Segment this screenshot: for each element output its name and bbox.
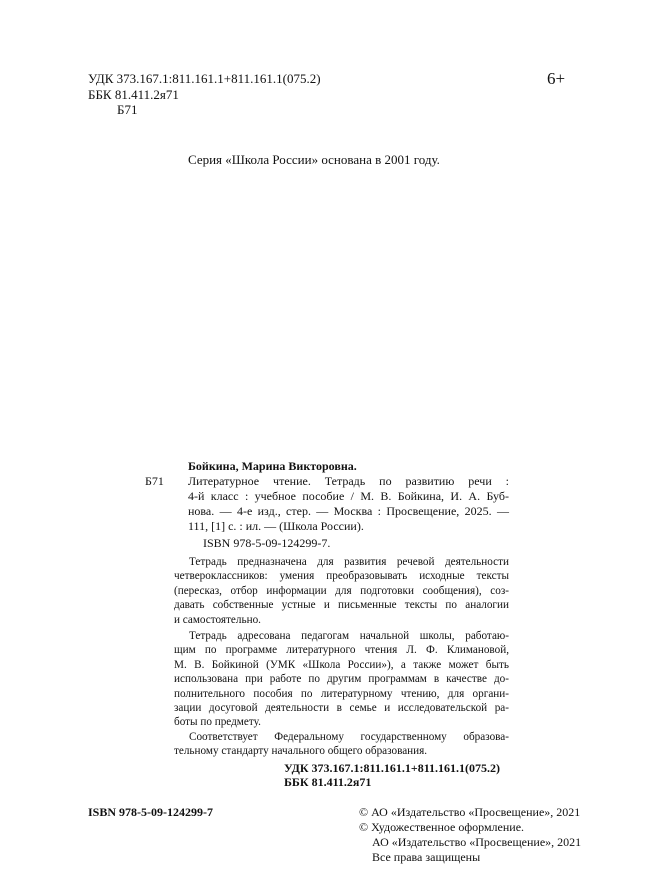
annotation-line: щим по программе литературного чтения Л. Ф. Климановой, (174, 644, 509, 657)
annotation-paragraph-3 (174, 730, 509, 759)
copyright-line: © Художественное оформление. (359, 820, 525, 834)
author-code: Б71 (117, 102, 138, 117)
copyright-line: АО «Издательство «Просвещение», 2021 (372, 835, 582, 849)
record-description-line: Литературное чтение. Тетрадь по развитию речи : (188, 474, 509, 488)
annotation-line: четвероклассников: умения преобразовывать исходные тексты (174, 570, 509, 583)
age-rating: 6+ (547, 69, 566, 88)
record-description-line: нова. — 4-е изд., стер. — Москва : Просвещение, 2025. — (188, 504, 509, 518)
annotation-line: Соответствует Федеральному государственному образова- (189, 731, 509, 743)
copyright-block (359, 805, 581, 865)
annotation-line: полнительного пособия по литературному чтению, для органи- (174, 687, 509, 700)
annotation-paragraph-1 (174, 555, 509, 627)
series-note: Серия «Школа России» основана в 2001 году. (188, 152, 440, 167)
annotation-line: боты по предмету. (174, 716, 261, 729)
record-description (188, 474, 509, 534)
record-description-line: 111, [1] с. : ил. — (Школа России). (188, 519, 364, 533)
annotation-line: тельному стандарту начального общего образования. (174, 745, 428, 758)
annotation-line: и самостоятельно. (174, 613, 261, 626)
annotation-line: зации досуговой деятельности в семье и исследовательской ра- (174, 702, 509, 715)
record-isbn: ISBN 978-5-09-124299-7. (203, 536, 331, 550)
record-description-line: 4-й класс : учебное пособие / М. В. Бойкина, И. А. Буб- (188, 489, 509, 503)
annotation-line: давать собственные устные и письменные тексты по аналогии (174, 599, 509, 612)
annotation-line: Тетрадь адресована педагогам начальной школы, работаю- (189, 630, 509, 642)
record-author: Бойкина, Марина Викторовна. (188, 459, 357, 473)
annotation-line: (пересказ, отбор информации для подготовки сообщения), соз- (174, 584, 509, 597)
copyright-line: Все права защищены (372, 850, 481, 864)
copyright-line: © АО «Издательство «Просвещение», 2021 (359, 805, 581, 819)
record-udk: УДК 373.167.1:811.161.1+811.161.1(075.2) (284, 761, 501, 775)
annotation-paragraph-2 (174, 629, 509, 730)
bottom-isbn: ISBN 978-5-09-124299-7 (88, 805, 213, 819)
annotation-line: использована при работе по другим программам в качестве до- (174, 673, 509, 686)
bbk-line: ББК 81.411.2я71 (88, 87, 179, 102)
annotation-line: Тетрадь предназначена для развития речевой деятельности (189, 556, 509, 568)
record-bbk: ББК 81.411.2я71 (284, 775, 372, 789)
annotation-line: М. В. Бойкиной (УМК «Школа России»), а также может быть (174, 658, 509, 671)
record-code: Б71 (145, 474, 164, 488)
udk-line: УДК 373.167.1:811.161.1+811.161.1(075.2) (88, 71, 321, 86)
